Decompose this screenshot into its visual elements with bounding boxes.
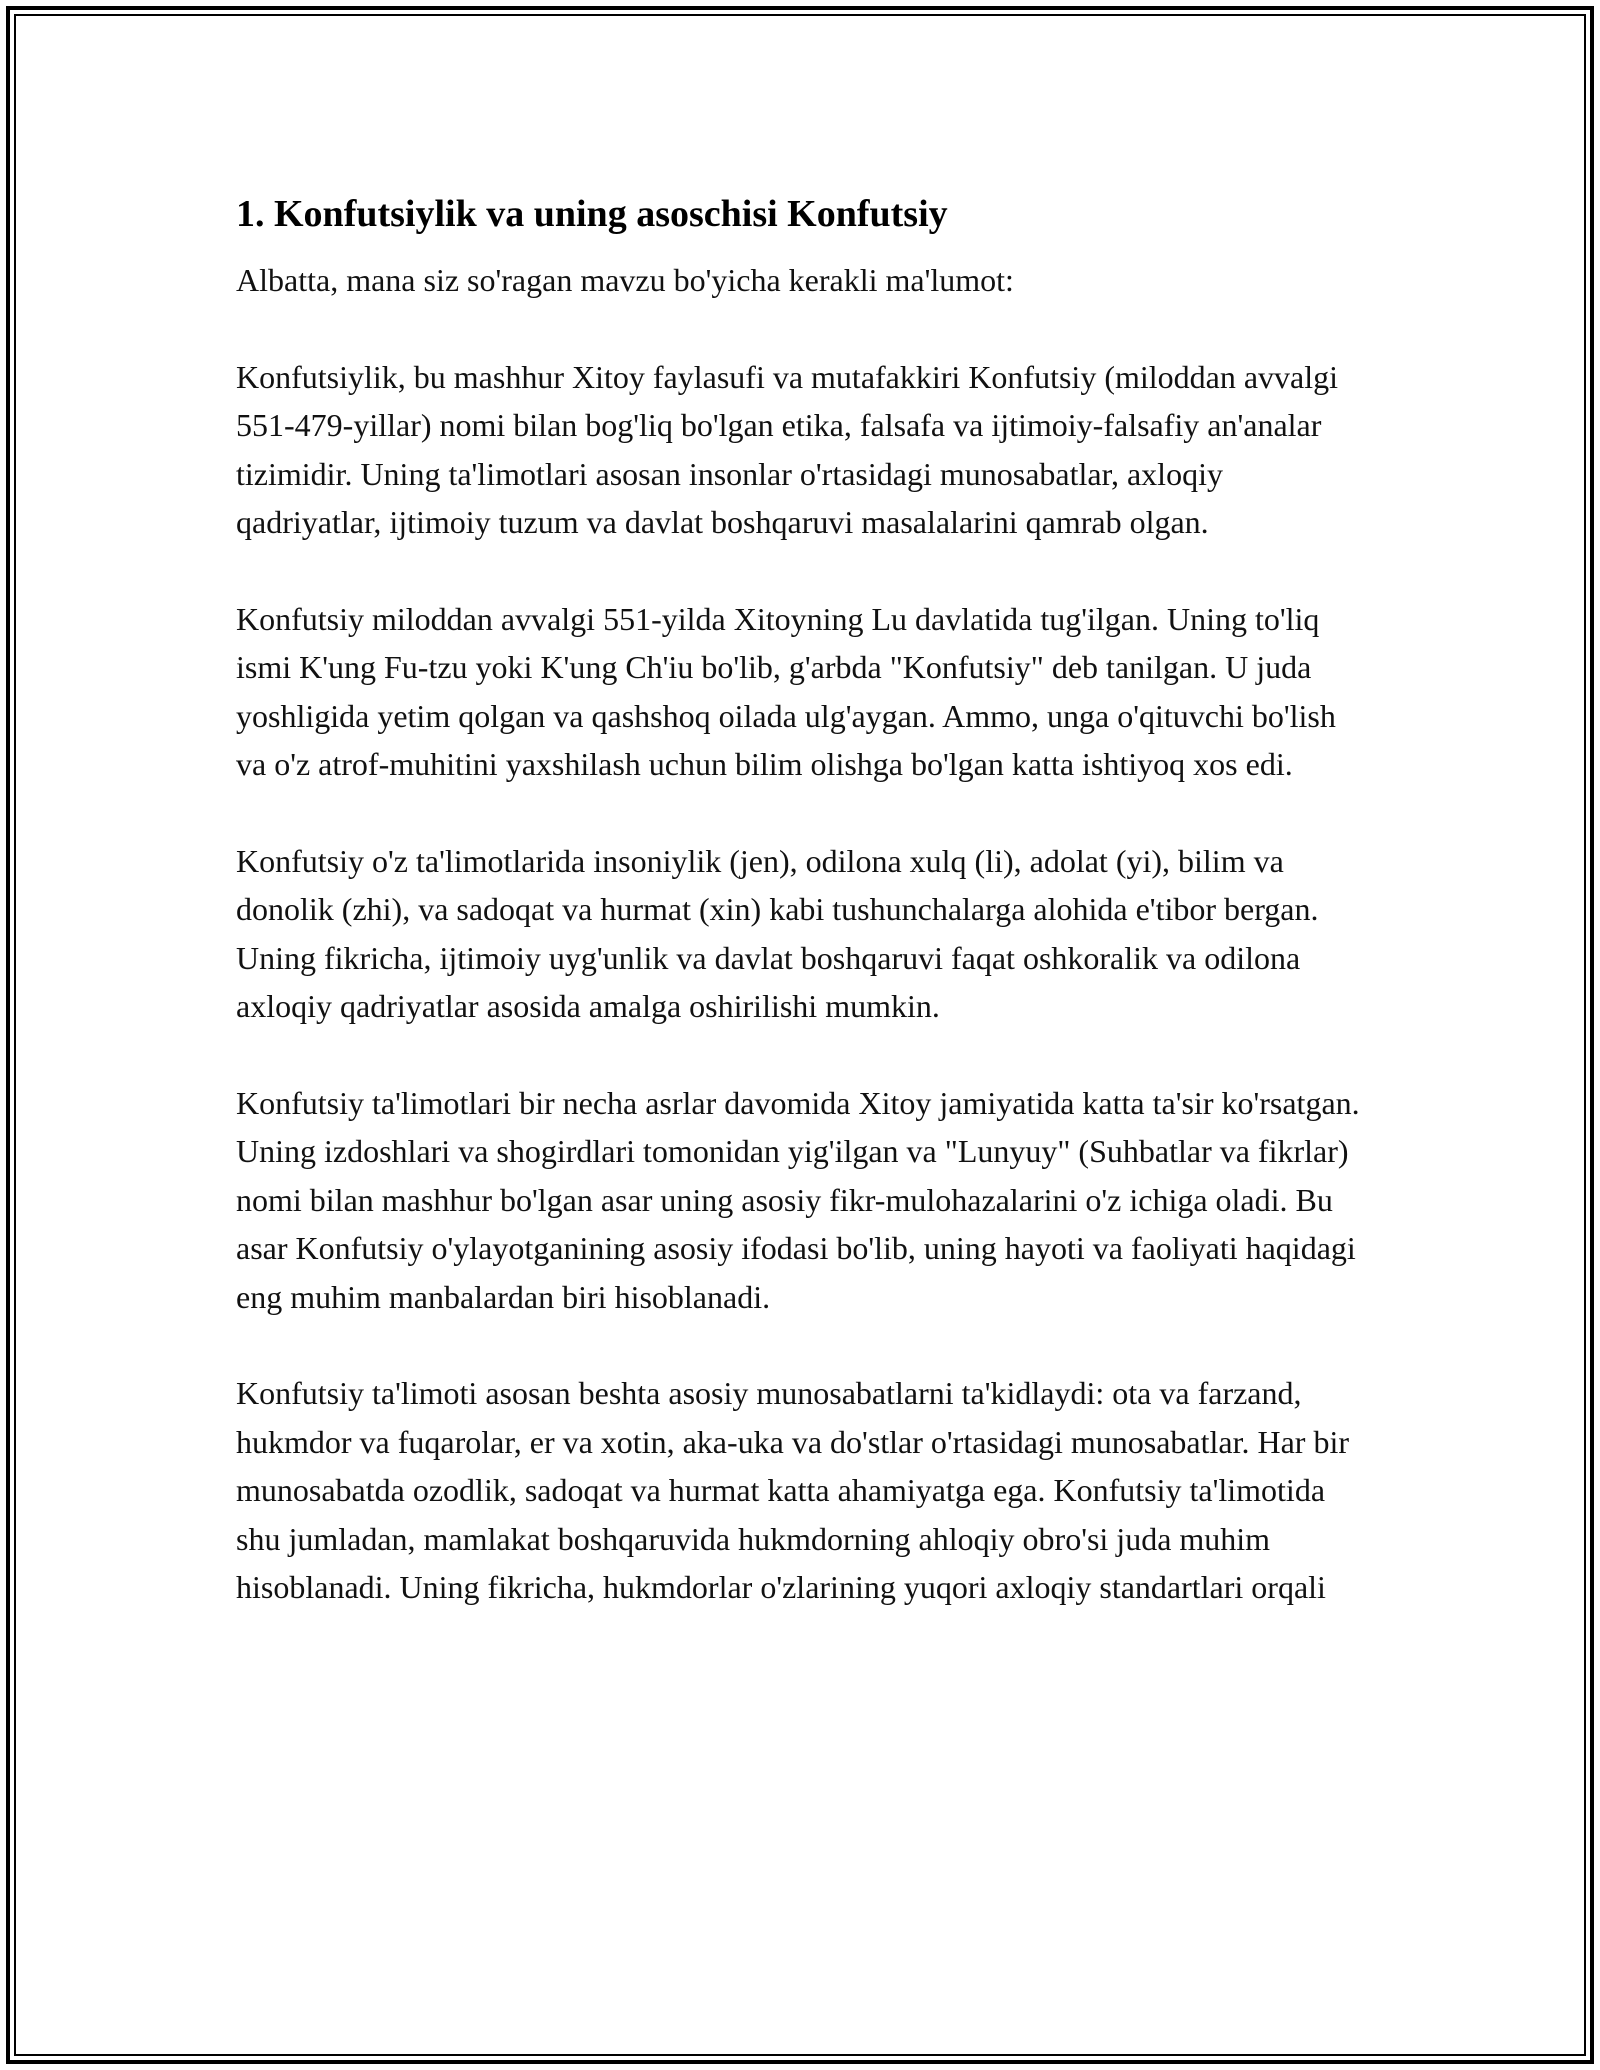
paragraph-2: Konfutsiy miloddan avvalgi 551-yilda Xitoyning Lu davlatida tug'ilgan. Uning to'liq ismi K'ung Fu-tzu yoki K'ung Ch'iu bo'lib, g'arbda "Konfutsiy" deb tanilgan. U juda yoshligida yetim qolgan va qashshoq oilada ulg'aygan. Ammo, unga o'qituvchi bo'lish va o'z atrof-muhitini yaxshilash uchun bilim olishga bo'lgan katta ishtiyoq xos edi. [236, 600, 1336, 782]
paragraph-4: Konfutsiy ta'limotlari bir necha asrlar davomida Xitoy jamiyatida katta ta'sir ko'rsatgan. Uning izdoshlari va shogirdlari tomonidan yig'ilgan va "Lunyuy" (Suhbatlar va fikrlar) nomi bilan mashhur bo'lgan asar uning asosiy fikr-mulohazalarini o'z ichiga oladi. Bu asar Konfutsiy o'ylayotganining asosiy ifodasi bo'lib, uning hayoti va faoliyati haqidagi eng muhim manbalardan biri hisoblanadi. [236, 1084, 1360, 1315]
document-body [236, 186, 1361, 1660]
paragraph-3: Konfutsiy o'z ta'limotlarida insoniylik (jen), odilona xulq (li), adolat (yi), bilim va donolik (zhi), va sadoqat va hurmat (xin) kabi tushunchalarga alohida e'tibor bergan. Uning fikricha, ijtimoiy uyg'unlik va davlat boshqaruvi faqat oshkoralik va odilona axloqiy qadriyatlar asosida amalga oshirilishi mumkin. [236, 842, 1319, 1024]
document-title: 1. Konfutsiylik va uning asoschisi Konfutsiy [236, 193, 948, 235]
paragraph-5: Konfutsiy ta'limoti asosan beshta asosiy munosabatlarni ta'kidlaydi: ota va farzand, hukmdor va fuqarolar, er va xotin, aka-uka va do'stlar o'rtasidagi munosabatlar. Har bir munosabatda ozodlik, sadoqat va hurmat katta ahamiyatga ega. Konfutsiy ta'limotida shu jumladan, mamlakat boshqaruvida hukmdorning ahloqiy obro'si juda muhim hisoblanadi. Uning fikricha, hukmdorlar o'zlarining yuqori axloqiy standartlari orqali [236, 1375, 1349, 1605]
intro-paragraph: Albatta, mana siz so'ragan mavzu bo'yicha kerakli ma'lumot: [236, 262, 1014, 298]
paragraph-1: Konfutsiylik, bu mashhur Xitoy faylasufi va mutafakkiri Konfutsiy (miloddan avvalgi 551-479-yillar) nomi bilan bog'liq bo'lgan etika, falsafa va ijtimoiy-falsafiy an'analar tizimidir. Uning ta'limotlari asosan insonlar o'rtasidagi munosabatlar, axloqiy qadriyatlar, ijtimoiy tuzum va davlat boshqaruvi masalalarini qamrab olgan. [236, 358, 1339, 540]
